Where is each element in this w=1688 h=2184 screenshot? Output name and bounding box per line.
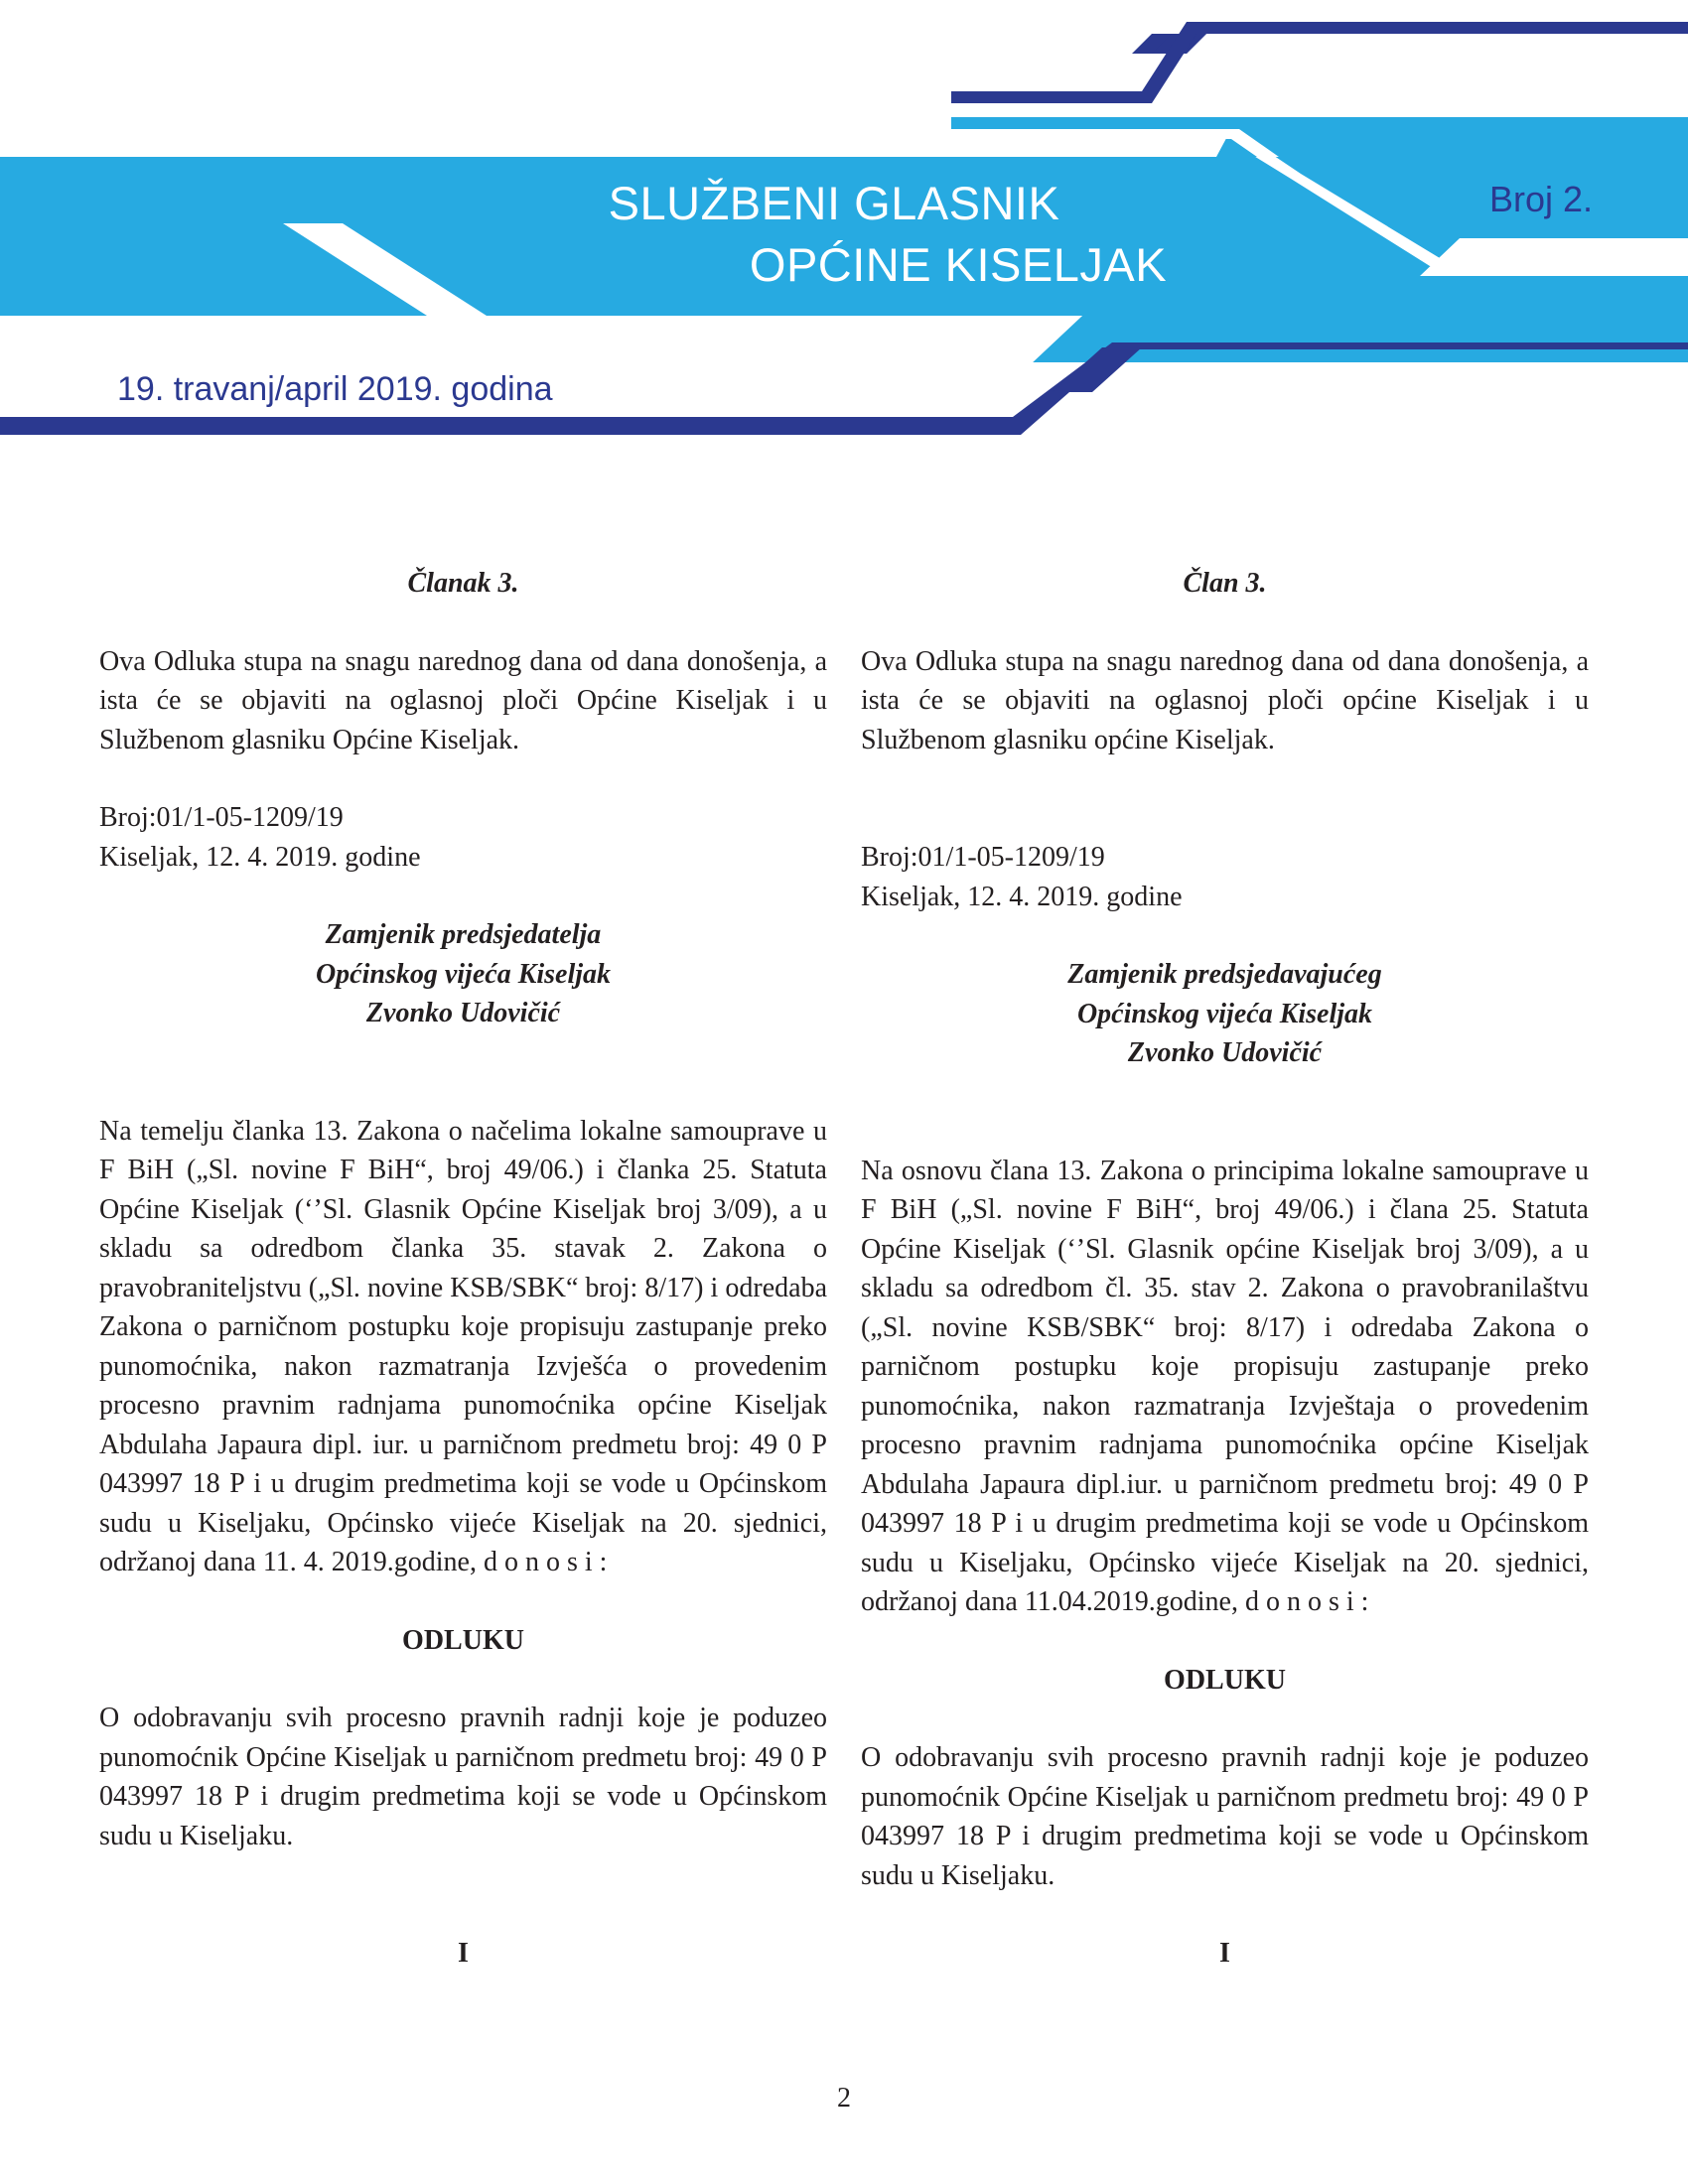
banner-upper-light-strip (951, 117, 1688, 129)
right-signature-title: Zamjenik predsjedavajućeg (1067, 959, 1382, 990)
right-column (861, 564, 1589, 1974)
right-decision-text: O odobravanju svih procesno pravnih radnji koje je poduzeo punomoćnik Općine Kiseljak u parničnom predmetu broj: 49 0 P 043997 18 P i drugim predmetima koji se vode u Općinskom sudu u Kiseljaku. (861, 1742, 1589, 1891)
right-number: Broj:01/1-05-1209/19 (861, 842, 1105, 873)
right-signature-name: Zvonko Udovičić (1127, 1037, 1323, 1068)
left-signature-name: Zvonko Udovičić (365, 998, 561, 1028)
left-column (99, 564, 827, 1974)
left-decision-heading: ODLUKU (402, 1624, 524, 1656)
right-article-heading: Član 3. (1183, 568, 1267, 599)
right-decision-heading: ODLUKU (1164, 1664, 1286, 1696)
left-signature-title: Zamjenik predsjedatelja (325, 919, 602, 950)
left-decision-text: O odobravanju svih procesno pravnih radnji koje je poduzeo punomoćnik Općine Kiseljak u parničnom predmetu broj: 49 0 P 043997 18 P i drugim predmetima koji se vode u Općinskom sudu u Kiseljaku. (99, 1703, 827, 1851)
issue-number: Broj 2. (1489, 179, 1594, 219)
issue-date: 19. travanj/april 2019. godina (117, 370, 553, 408)
left-signature-body: Općinskog vijeća Kiseljak (315, 958, 612, 990)
banner-dark-line-bottom-fill (0, 427, 1003, 435)
right-section-mark: I (1219, 1938, 1230, 1969)
page-number: 2 (837, 2083, 851, 2114)
left-preamble: Na temelju članka 13. Zakona o načelima lokalne samouprave u F BiH („Sl. novine F BiH“, broj 49/06.) i članka 25. Statuta Općine Kiseljak (‘’Sl. Glasnik Općine Kiseljak broj 3/09), a u skladu sa odredbom članka 35. stavak 2. Zakona o pravobraniteljstvu („Sl. novine KSB/SBK“ broj: 8/17) i odredaba Zakona o parničnom postupku koje propisuju zastupanje preko punomoćnika, nakon razmatranja Izvješća o provedenim procesno pravnim radnjama punomoćnika općine Kiseljak Abdulaha Japaura dipl. iur. u parničnom predmetu broj: 49 0 P 043997 18 P i u drugim predmetima koji se vode u Općinskom sudu u Kiseljaku, Općinsko vijeće Kiseljak na 20. sjednici, održanoj dana 11. 4. 2019.godine, d o n o s i : (99, 1115, 827, 1577)
left-article-text: Ova Odluka stupa na snagu narednog dana od dana donošenja, a ista će se objaviti na oglasnoj ploči Općine Kiseljak i u Službenom glasniku Općine Kiseljak. (99, 645, 827, 755)
right-signature-body: Općinskog vijeća Kiseljak (1076, 998, 1373, 1029)
banner-upper-light-strip2 (1216, 129, 1688, 157)
left-number: Broj:01/1-05-1209/19 (99, 802, 344, 833)
right-preamble: Na osnovu člana 13. Zakona o principima lokalne samouprave u F BiH („Sl. novine F BiH“, broj 49/06.) i člana 25. Statuta Općine Kiseljak (‘’Sl. Glasnik općine Kiseljak broj 3/09), a u skladu sa odredbom čl. 35. stav 2. Zakona o pravobranilaštvu („Sl. novine KSB/SBK“ broj: 8/17) i odredaba Zakona o parničnom postupku koje propisuju zastupanje preko punomoćnika, nakon razmatranja Izvještaja o provedenim procesno pravnim radnjama punomoćnika općine Kiseljak Abdulaha Japaura dipl.iur. u parničnom predmetu broj: 49 0 P 043997 18 P i u drugim predmetima koji se vode u Općinskom sudu u Kiseljaku, Općinsko vijeće Kiseljak na 20. sjednici, održanoj dana 11.04.2019.godine, d o n o s i : (861, 1155, 1589, 1617)
left-section-mark: I (458, 1938, 469, 1969)
gazette-title-line1: SLUŽBENI GLASNIK (608, 177, 1060, 229)
left-place-date: Kiseljak, 12. 4. 2019. godine (99, 841, 421, 873)
gazette-title-line2: OPĆINE KISELJAK (749, 238, 1168, 291)
right-place-date: Kiseljak, 12. 4. 2019. godine (861, 881, 1183, 912)
right-article-text: Ova Odluka stupa na snagu narednog dana od dana donošenja, a ista će se objaviti na oglasnoj ploči općine Kiseljak i u Službenom glasniku općine Kiseljak. (861, 645, 1589, 755)
left-article-heading: Članak 3. (407, 568, 519, 599)
banner-light-lower-cutout (0, 316, 1082, 362)
